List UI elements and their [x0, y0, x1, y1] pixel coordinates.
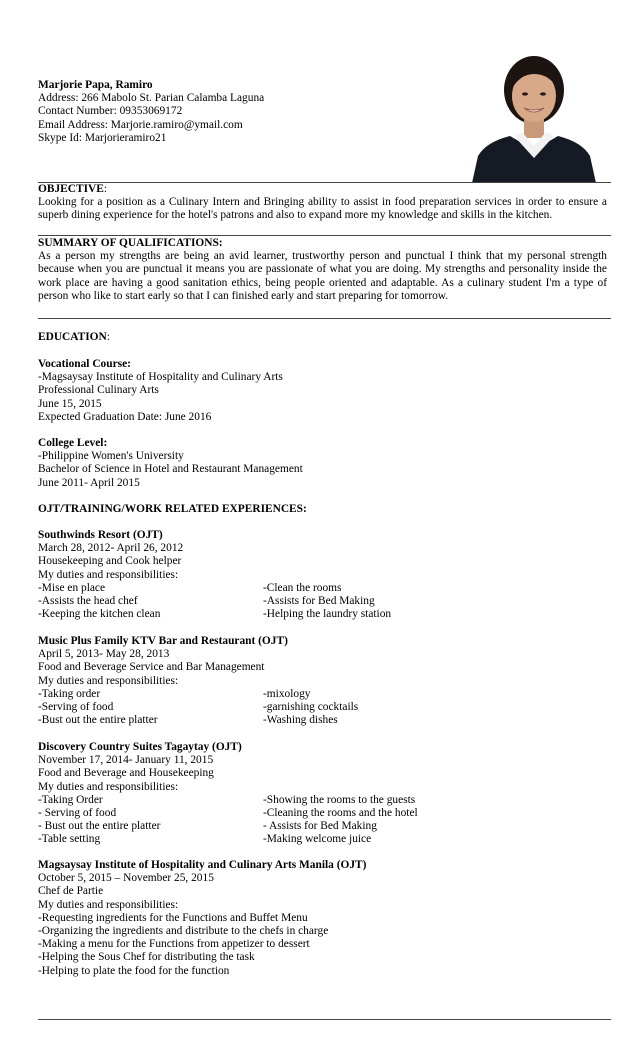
duty-item: -Clean the rooms: [263, 581, 342, 594]
duty-row: [38, 595, 598, 608]
duty-item: -Helping to plate the food for the function: [38, 964, 230, 977]
vocational-graduation: Expected Graduation Date: June 2016: [38, 410, 212, 423]
vocational-block: [38, 358, 283, 424]
profile-photo: [464, 50, 602, 183]
duty-item: -Serving of food: [38, 701, 114, 713]
college-title: College Level:: [38, 437, 108, 449]
duty-item: -Taking Order: [38, 793, 103, 806]
heading-colon: :: [106, 331, 110, 343]
duties-label: My duties and responsibilities:: [38, 568, 179, 581]
duty-item: -Helping the laundry station: [263, 608, 392, 621]
college-dates: June 2011- April 2015: [38, 476, 140, 489]
experience-section: [38, 503, 307, 516]
section-divider: [38, 235, 611, 236]
duty-item: -Requesting ingredients for the Functions and Buffet Menu: [38, 911, 308, 924]
duty-item: - Assists for Bed Making: [263, 820, 377, 833]
duty-row: [38, 807, 598, 820]
duty-row: [38, 833, 598, 846]
duties-label: My duties and responsibilities:: [38, 780, 179, 793]
duty-item: -Mise en place: [38, 581, 106, 594]
job-entry: [38, 635, 598, 727]
duty-item: -Showing the rooms to the guests: [263, 793, 416, 806]
job-title: Music Plus Family KTV Bar and Restaurant (OJT): [38, 635, 288, 647]
job-title: Magsaysay Institute of Hospitality and Culinary Arts Manila (OJT): [38, 859, 367, 871]
duty-item: - Serving of food: [38, 807, 117, 819]
duty-row: [38, 582, 598, 595]
job-entry: [38, 741, 598, 847]
duty-item: -Bust out the entire platter: [38, 714, 158, 727]
vocational-program: Professional Culinary Arts: [38, 384, 159, 397]
job-role: Food and Beverage Service and Bar Management: [38, 661, 265, 674]
duty-item: -Table setting: [38, 833, 101, 846]
summary-text: As a person my strengths are being an avid learner, trustworthy person and punctual I think that my personal strength because when you are punctual it means you are passionate of what you are doing. My strengths and personality inside the work place are having a good sanitation ethics, being people oriented and adaptable. As a culinary student I'm a type of person who like to start early so that I can finished early and start preparing for tomorrow.: [38, 250, 607, 302]
job-role: Housekeeping and Cook helper: [38, 555, 182, 568]
duties-label: My duties and responsibilities:: [38, 674, 179, 687]
footer-divider: [38, 1019, 611, 1020]
duty-item: -Keeping the kitchen clean: [38, 608, 161, 621]
duty-row: [38, 701, 598, 714]
job-title: Southwinds Resort (OJT): [38, 529, 163, 541]
duty-item: -Washing dishes: [263, 714, 338, 727]
job-dates: April 5, 2013- May 28, 2013: [38, 648, 170, 661]
duty-item: -Making welcome juice: [263, 833, 372, 846]
duty-item: -Taking order: [38, 687, 101, 700]
duty-row: [38, 714, 598, 727]
duty-item: -Making a menu for the Functions from appetizer to dessert: [38, 938, 310, 951]
portrait-illustration: [464, 50, 602, 183]
applicant-name: Marjorie Papa, Ramiro: [38, 79, 153, 91]
job-title: Discovery Country Suites Tagaytay (OJT): [38, 741, 242, 753]
job-dates: November 17, 2014- January 11, 2015: [38, 754, 214, 767]
education-section: [38, 331, 110, 344]
college-school: -Philippine Women's University: [38, 450, 184, 463]
duty-item: -Helping the Sous Chef for distributing the task: [38, 951, 255, 964]
vocational-title: Vocational Course:: [38, 358, 131, 370]
job-dates: March 28, 2012- April 26, 2012: [38, 542, 184, 555]
job-role: Chef de Partie: [38, 885, 104, 898]
duty-item: -Assists for Bed Making: [263, 595, 375, 607]
section-divider: [38, 318, 611, 319]
contact-block: [38, 79, 264, 145]
summary-heading: SUMMARY OF QUALIFICATIONS:: [38, 237, 223, 249]
duty-item: -mixology: [263, 687, 311, 700]
duty-item: -Organizing the ingredients and distribute to the chefs in charge: [38, 925, 329, 938]
job-role: Food and Beverage and Housekeeping: [38, 767, 214, 780]
duty-row: [38, 794, 598, 807]
duties-label: My duties and responsibilities:: [38, 898, 179, 911]
vocational-school: -Magsaysay Institute of Hospitality and Culinary Arts: [38, 371, 283, 384]
job-entry: [38, 529, 598, 621]
job-entry: [38, 859, 598, 978]
email-address: Email Address: Marjorie.ramiro@ymail.com: [38, 118, 243, 131]
duty-row: [38, 688, 598, 701]
duty-item: -garnishing cocktails: [263, 701, 359, 713]
college-block: [38, 437, 303, 490]
heading-colon: :: [103, 183, 108, 195]
summary-section: [38, 237, 607, 303]
duty-item: - Bust out the entire platter: [38, 820, 161, 833]
education-heading: EDUCATION: [38, 331, 107, 343]
address: Address: 266 Mabolo St. Parian Calamba Laguna: [38, 92, 265, 105]
duty-row: [38, 608, 598, 621]
objective-heading: OBJECTIVE: [38, 183, 104, 195]
experience-heading: OJT/TRAINING/WORK RELATED EXPERIENCES:: [38, 503, 307, 515]
objective-text: Looking for a position as a Culinary Intern and Bringing ability to assist in food preparation services in order to ensure a superb dining experience for the hotel's patrons and also to expand more my knowledge and skills in the kitchen.: [38, 196, 607, 222]
objective-section: [38, 183, 607, 223]
job-dates: October 5, 2015 – November 25, 2015: [38, 872, 214, 885]
duty-row: [38, 820, 598, 833]
skype-id: Skype Id: Marjorieramiro21: [38, 131, 167, 144]
vocational-date: June 15, 2015: [38, 397, 102, 410]
duty-item: -Assists the head chef: [38, 595, 138, 607]
duty-item: -Cleaning the rooms and the hotel: [263, 807, 418, 819]
college-degree: Bachelor of Science in Hotel and Restaurant Management: [38, 463, 303, 476]
contact-number: Contact Number: 09353069172: [38, 105, 183, 118]
